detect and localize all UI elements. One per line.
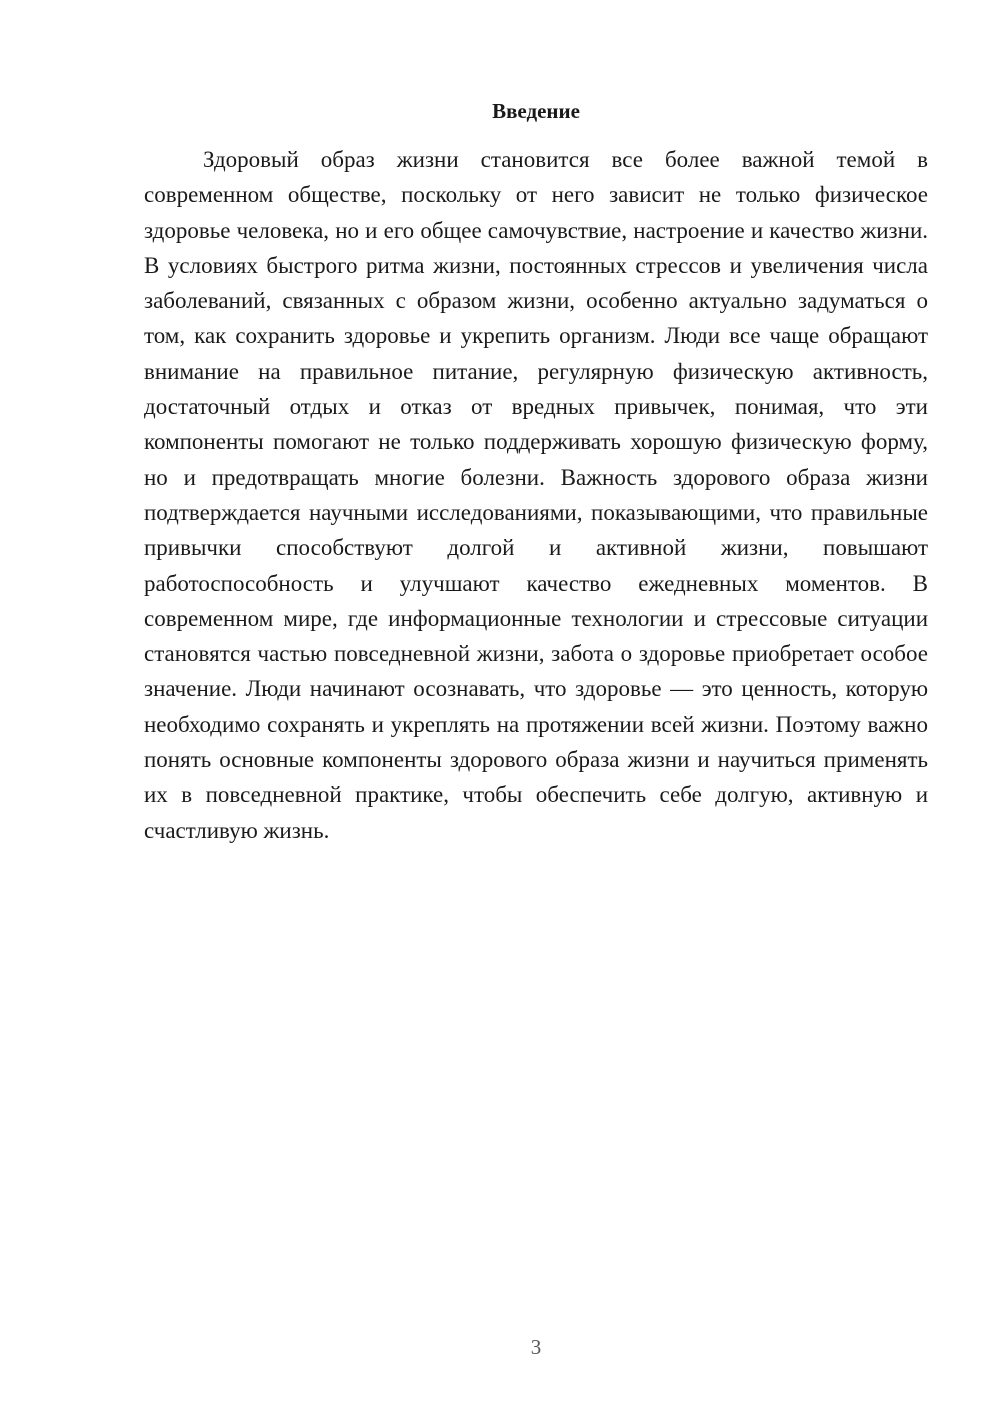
introduction-paragraph: Здоровый образ жизни становится все более важной темой в современном обществе, поскольку от него зависит не только физическое здоровье человека, но и его общее самочувствие, настроение и качество жизни. В условиях быстрого ритма жизни, постоянных стрессов и увеличения числа заболеваний, связанных с образом жизни, особенно актуально задуматься о том, как сохранить здоровье и укрепить организм. Люди все чаще обращают внимание на правильное питание, регулярную физическую активность, достаточный отдых и отказ от вредных привычек, понимая, что эти компоненты помогают не только поддерживать хорошую физическую форму, но и предотвращать многие болезни. Важность здорового образа жизни подтверждается научными исследованиями, показывающими, что правильные привычки способствуют долгой и активной жизни, повышают работоспособность и улучшают качество ежедневных моментов. В современном мире, где информационные технологии и стрессовые ситуации становятся частью повседневной жизни, забота о здоровье приобретает особое значение. Люди начинают осознавать, что здоровье — это ценность, которую необходимо сохранять и укреплять на протяжении всей жизни. Поэтому важно понять основные компоненты здорового образа жизни и научиться применять их в повседневной практике, чтобы обеспечить себе долгую, активную и счастливую жизнь. <box>144 147 928 843</box>
page-number: 3 <box>530 1335 542 1359</box>
section-heading: Введение <box>492 99 580 123</box>
